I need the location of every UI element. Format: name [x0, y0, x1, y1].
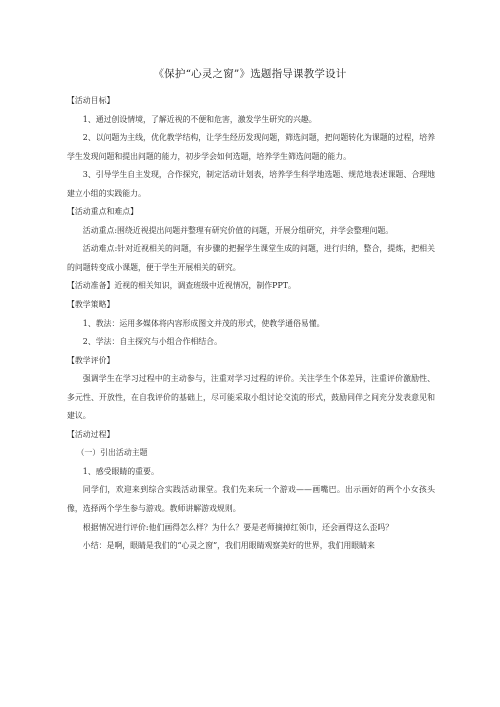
paragraph-difficulty: 活动难点:针对近视相关的问题，有步骤的把握学生课堂生成的问题，进行归纳，整合，提炼，把相关的问题转变成小课题，便于学生开展相关的研究。 — [67, 244, 435, 272]
paragraph-preparation: 【活动准备】近视的相关知识，调查班级中近视情况，制作PPT。 — [67, 281, 296, 291]
section-heading-focus: 【活动重点和难点】 — [67, 207, 139, 217]
paragraph-goal-1: 1、通过创设情境，了解近视的不便和危害，激发学生研究的兴趣。 — [82, 114, 317, 124]
paragraph-step-1: 1、感受眼睛的重要。 — [82, 466, 159, 476]
paragraph-focus: 活动重点:围绕近视提出问题并整理有研究价值的问题，开展分组研究，并学会整理问题。 — [82, 225, 394, 235]
section-heading-process: 【活动过程】 — [67, 429, 115, 439]
paragraph-evaluation-question: 根据情况进行评价:他们画得怎么样？为什么？要是老师摘掉红领巾，还会画得这么歪吗？ — [82, 522, 394, 532]
document-title: 《保护“心灵之窗”》选题指导课教学设计 — [153, 68, 347, 80]
section-heading-evaluation: 【教学评价】 — [67, 355, 115, 365]
paragraph-game: 同学们，欢迎来到综合实践活动课堂。我们先来玩一个游戏——画嘴巴。出示画好的两个小女孩头像，选择两个学生参与游戏。教师讲解游戏规则。 — [67, 485, 435, 514]
subsection-heading-intro: （一）引出活动主题 — [76, 448, 148, 458]
paragraph-evaluation: 强调学生在学习过程中的主动参与，注重对学习过程的评价。关注学生个体差异，注重评价激励性、多元性、开放性，在自我评价的基础上，尽可能采取小组讨论交流的形式，鼓励同伴之间充分发表意见和建议。 — [67, 374, 435, 421]
section-heading-goals: 【活动目标】 — [67, 96, 115, 105]
document-body — [67, 92, 435, 556]
section-heading-strategy: 【教学策略】 — [67, 300, 115, 310]
paragraph-goal-2: 2、以问题为主线，优化教学结构，让学生经历发现问题，筛选问题，把问题转化为课题的过程，培养学生发现问题和提出问题的能力，初步学会如何选题，培养学生筛选问题的能力。 — [67, 133, 436, 161]
paragraph-summary: 小结：是啊，眼睛是我们的“心灵之窗”，我们用眼睛观察美好的世界，我们用眼睛来 — [82, 541, 375, 551]
paragraph-teaching-method: 1、教法：运用多媒体将内容形成图文并茂的形式，使教学通俗易懂。 — [82, 318, 325, 328]
paragraph-learning-method: 2、学法：自主探究与小组合作相结合。 — [82, 337, 222, 347]
paragraph-goal-3: 3、引导学生自主发现，合作探究，制定活动计划表，培养学生科学地选题、规范地表述课题、合理地建立小组的实践能力。 — [67, 170, 436, 198]
